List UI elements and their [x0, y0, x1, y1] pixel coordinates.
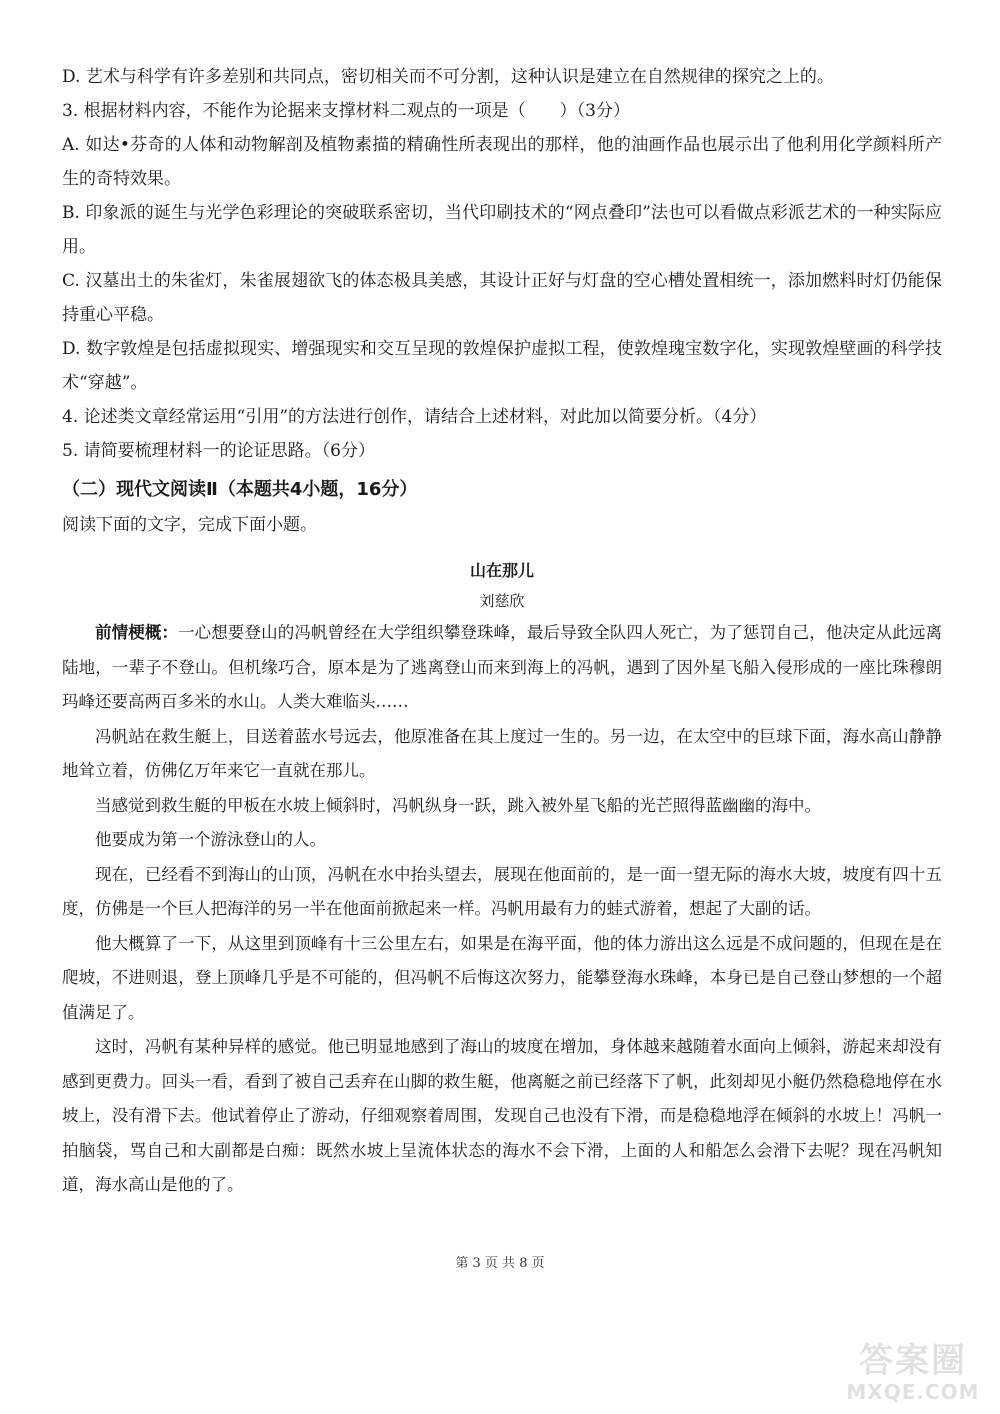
article-paragraph: 他要成为第一个游泳登山的人。: [95, 830, 326, 849]
watermark-logo: [838, 1342, 988, 1408]
article-title: 山在那儿: [469, 561, 534, 580]
page-footer: 第 3 页 共 8 页: [455, 1256, 545, 1271]
section-instruction: 阅读下面的文字，完成下面小题。: [62, 515, 317, 535]
question-2-option-d: D. 艺术与科学有许多差别和共同点，密切相关而不可分割，这种认识是建立在自然规律的探究之上的。: [62, 67, 834, 87]
lead-text: 一心想要登山的冯帆曾经在大学组织攀登珠峰，最后导致全队四人死亡，为了惩罚自己，他决定从此远离陆地，一辈子不登山。但机缘巧合，原本是为了逃离登山而来到海上的冯帆，遇到了因外星飞船入侵形成的一座比珠穆朗玛峰还要高两百多米的水山。人类大难临头……: [62, 623, 943, 711]
question-4: 4. 论述类文章经常运用“引用”的方法进行创作，请结合上述材料，对此加以简要分析。（4分）: [62, 407, 767, 427]
article-paragraph: 他大概算了一下，从这里到顶峰有十三公里左右，如果是在海平面，他的体力游出这么远是不成问题的，但现在是在爬坡，不进则退，登上顶峰几乎是不可能的，但冯帆不后悔这次努力，能攀登海水珠峰，本身已是自己登山梦想的一个超值满足了。: [62, 933, 942, 1022]
question-3-option-d: D. 数字敦煌是包括虚拟现实、增强现实和交互呈现的敦煌保护虚拟工程，使敦煌瑰宝数字化，实现敦煌壁画的科学技术“穿越”。: [62, 339, 942, 393]
article-paragraph: 冯帆站在救生艇上，目送着蓝水号远去，他原准备在其上度过一生的。另一边，在太空中的巨球下面，海水高山静静地耸立着，仿佛亿万年来它一直就在那儿。: [62, 726, 942, 780]
question-3-option-b: B. 印象派的诞生与光学色彩理论的突破联系密切，当代印刷技术的“网点叠印”法也可以看做点彩派艺术的一种实际应用。: [62, 203, 942, 257]
lead-label: 前情梗概：: [95, 623, 179, 642]
question-3-stem: 3. 根据材料内容，不能作为论据来支撑材料二观点的一项是（ ）（3分）: [62, 101, 630, 121]
question-3-option-c: C. 汉墓出土的朱雀灯，朱雀展翅欲飞的体态极具美感，其设计正好与灯盘的空心槽处置相统一，添加燃料时灯仍能保持重心平稳。: [62, 271, 942, 325]
article-paragraph: 这时，冯帆有某种异样的感觉。他已明显地感到了海山的坡度在增加，身体越来越随着水面向上倾斜，游起来却没有感到更费力。回头一看，看到了被自己丢弃在山脚的救生艇，他离艇之前已经落下了帆，此刻却见小艇仍然稳稳地停在水坡上，没有滑下去。他试着停止了游动，仔细观察着周围，发现自己也没有下滑，而是稳稳地浮在倾斜的水坡上！冯帆一拍脑袋，骂自己和大副都是白痴：既然水坡上呈流体状态的海水不会下滑，上面的人和船怎么会滑下去呢？现在冯帆知道，海水高山是他的了。: [62, 1037, 942, 1194]
article-lead: [62, 616, 942, 720]
article-paragraph: 当感觉到救生艇的甲板在水坡上倾斜时，冯帆纵身一跃，跳入被外星飞船的光芒照得蓝幽幽的海中。: [95, 795, 821, 815]
exam-page: [62, 60, 942, 1203]
article-body: [62, 616, 942, 1203]
watermark-url-text: MXQE.COM: [846, 1380, 980, 1404]
article-author: 刘慈欣: [479, 592, 525, 610]
article-paragraph: 现在，已经看不到海山的山顶，冯帆在水中抬头望去，展现在他面前的，是一面一望无际的海水大坡，坡度有四十五度，仿佛是一个巨人把海洋的另一半在他面前掀起来一样。冯帆用最有力的蛙式游着，想起了大副的话。: [62, 864, 942, 918]
question-3-option-a: A. 如达•芬奇的人体和动物解剖及植物素描的精确性所表现出的那样，他的油画作品也展示出了他利用化学颜料所产生的奇特效果。: [62, 135, 942, 189]
section-title: （二）现代文阅读Ⅱ（本题共4小题，16分）: [62, 479, 418, 500]
question-5: 5. 请简要梳理材料一的论证思路。（6分）: [62, 441, 375, 461]
watermark-logo-text: 答案圈: [859, 1341, 967, 1381]
